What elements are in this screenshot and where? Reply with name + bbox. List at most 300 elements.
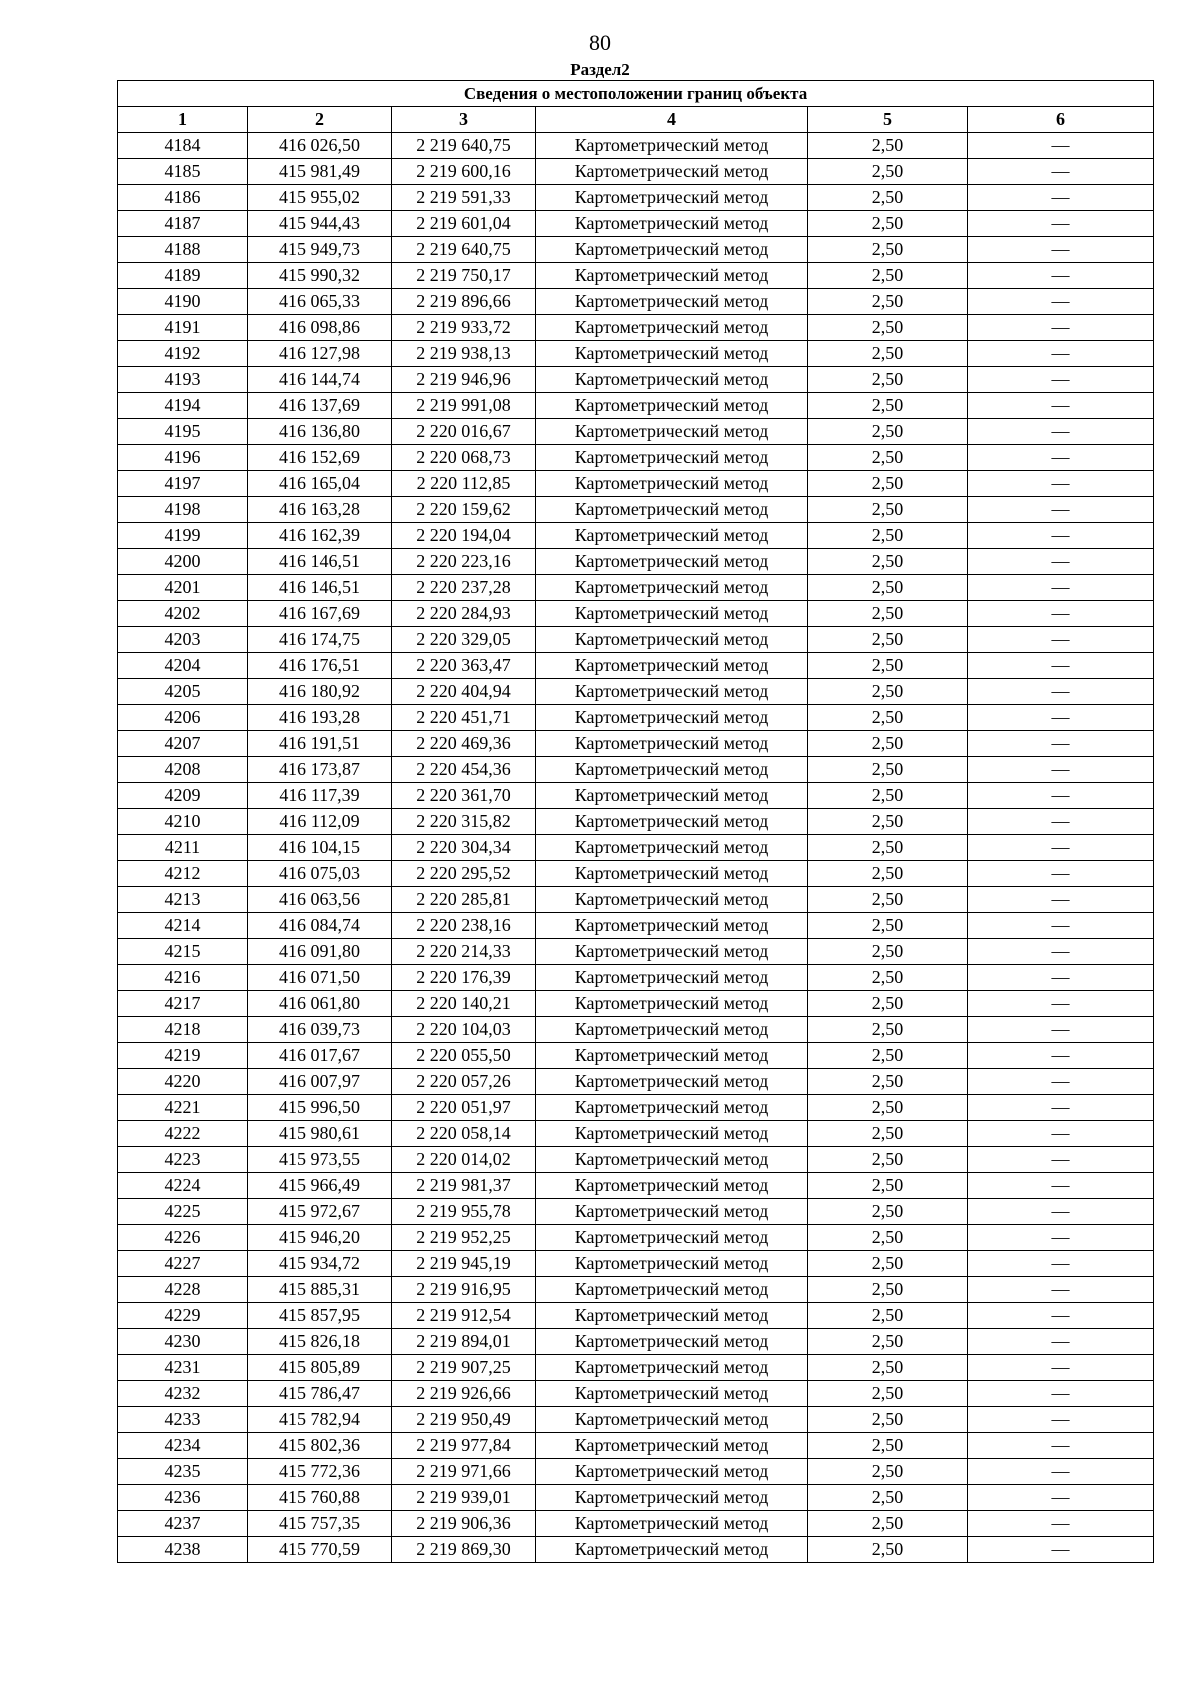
x-coordinate-cell: 415 981,49 <box>248 159 392 185</box>
x-coordinate-cell: 415 826,18 <box>248 1329 392 1355</box>
point-number-cell: 4231 <box>118 1355 248 1381</box>
table-row <box>118 471 1154 497</box>
table-row <box>118 1017 1154 1043</box>
accuracy-cell: 2,50 <box>808 419 968 445</box>
point-number-cell: 4228 <box>118 1277 248 1303</box>
description-cell: — <box>968 1485 1154 1511</box>
method-cell: Картометрический метод <box>536 653 808 679</box>
description-cell: — <box>968 1173 1154 1199</box>
accuracy-cell: 2,50 <box>808 965 968 991</box>
x-coordinate-cell: 416 146,51 <box>248 575 392 601</box>
description-cell: — <box>968 367 1154 393</box>
x-coordinate-cell: 415 980,61 <box>248 1121 392 1147</box>
method-cell: Картометрический метод <box>536 627 808 653</box>
y-coordinate-cell: 2 220 214,33 <box>392 939 536 965</box>
table-row <box>118 1303 1154 1329</box>
point-number-cell: 4192 <box>118 341 248 367</box>
table-row <box>118 679 1154 705</box>
description-cell: — <box>968 1355 1154 1381</box>
y-coordinate-cell: 2 219 938,13 <box>392 341 536 367</box>
description-cell: — <box>968 315 1154 341</box>
accuracy-cell: 2,50 <box>808 289 968 315</box>
accuracy-cell: 2,50 <box>808 1485 968 1511</box>
y-coordinate-cell: 2 220 285,81 <box>392 887 536 913</box>
accuracy-cell: 2,50 <box>808 1199 968 1225</box>
x-coordinate-cell: 415 772,36 <box>248 1459 392 1485</box>
method-cell: Картометрический метод <box>536 341 808 367</box>
x-coordinate-cell: 416 065,33 <box>248 289 392 315</box>
method-cell: Картометрический метод <box>536 939 808 965</box>
y-coordinate-cell: 2 220 315,82 <box>392 809 536 835</box>
accuracy-cell: 2,50 <box>808 1147 968 1173</box>
method-cell: Картометрический метод <box>536 523 808 549</box>
point-number-cell: 4215 <box>118 939 248 965</box>
accuracy-cell: 2,50 <box>808 341 968 367</box>
y-coordinate-cell: 2 219 991,08 <box>392 393 536 419</box>
x-coordinate-cell: 416 039,73 <box>248 1017 392 1043</box>
table-row <box>118 705 1154 731</box>
table-row <box>118 991 1154 1017</box>
table-row <box>118 445 1154 471</box>
accuracy-cell: 2,50 <box>808 601 968 627</box>
table-row <box>118 263 1154 289</box>
method-cell: Картометрический метод <box>536 1277 808 1303</box>
table-row <box>118 601 1154 627</box>
table-row <box>118 627 1154 653</box>
method-cell: Картометрический метод <box>536 679 808 705</box>
description-cell: — <box>968 1303 1154 1329</box>
description-cell: — <box>968 1017 1154 1043</box>
method-cell: Картометрический метод <box>536 497 808 523</box>
table-row <box>118 1329 1154 1355</box>
y-coordinate-cell: 2 220 469,36 <box>392 731 536 757</box>
point-number-cell: 4201 <box>118 575 248 601</box>
x-coordinate-cell: 415 857,95 <box>248 1303 392 1329</box>
table-row <box>118 237 1154 263</box>
description-cell: — <box>968 601 1154 627</box>
x-coordinate-cell: 416 180,92 <box>248 679 392 705</box>
y-coordinate-cell: 2 220 361,70 <box>392 783 536 809</box>
x-coordinate-cell: 415 802,36 <box>248 1433 392 1459</box>
y-coordinate-cell: 2 219 933,72 <box>392 315 536 341</box>
accuracy-cell: 2,50 <box>808 393 968 419</box>
point-number-cell: 4211 <box>118 835 248 861</box>
y-coordinate-cell: 2 219 907,25 <box>392 1355 536 1381</box>
y-coordinate-cell: 2 220 016,67 <box>392 419 536 445</box>
method-cell: Картометрический метод <box>536 445 808 471</box>
method-cell: Картометрический метод <box>536 1095 808 1121</box>
x-coordinate-cell: 415 996,50 <box>248 1095 392 1121</box>
accuracy-cell: 2,50 <box>808 1511 968 1537</box>
method-cell: Картометрический метод <box>536 705 808 731</box>
description-cell: — <box>968 185 1154 211</box>
table-row <box>118 315 1154 341</box>
y-coordinate-cell: 2 220 051,97 <box>392 1095 536 1121</box>
point-number-cell: 4190 <box>118 289 248 315</box>
description-cell: — <box>968 1329 1154 1355</box>
table-row <box>118 835 1154 861</box>
table-row <box>118 185 1154 211</box>
accuracy-cell: 2,50 <box>808 133 968 159</box>
method-cell: Картометрический метод <box>536 1407 808 1433</box>
accuracy-cell: 2,50 <box>808 1017 968 1043</box>
x-coordinate-cell: 415 973,55 <box>248 1147 392 1173</box>
column-header: 6 <box>968 107 1154 133</box>
method-cell: Картометрический метод <box>536 783 808 809</box>
point-number-cell: 4214 <box>118 913 248 939</box>
table-row <box>118 1485 1154 1511</box>
description-cell: — <box>968 497 1154 523</box>
method-cell: Картометрический метод <box>536 1199 808 1225</box>
accuracy-cell: 2,50 <box>808 1173 968 1199</box>
description-cell: — <box>968 1459 1154 1485</box>
y-coordinate-cell: 2 220 014,02 <box>392 1147 536 1173</box>
table-row <box>118 1199 1154 1225</box>
x-coordinate-cell: 416 075,03 <box>248 861 392 887</box>
table-title: Сведения о местоположении границ объекта <box>118 81 1154 107</box>
x-coordinate-cell: 415 782,94 <box>248 1407 392 1433</box>
description-cell: — <box>968 965 1154 991</box>
method-cell: Картометрический метод <box>536 185 808 211</box>
x-coordinate-cell: 416 071,50 <box>248 965 392 991</box>
y-coordinate-cell: 2 219 906,36 <box>392 1511 536 1537</box>
table-row <box>118 809 1154 835</box>
point-number-cell: 4212 <box>118 861 248 887</box>
section-title: Раздел2 <box>570 60 630 79</box>
y-coordinate-cell: 2 219 977,84 <box>392 1433 536 1459</box>
accuracy-cell: 2,50 <box>808 1251 968 1277</box>
y-coordinate-cell: 2 220 223,16 <box>392 549 536 575</box>
accuracy-cell: 2,50 <box>808 887 968 913</box>
point-number-cell: 4217 <box>118 991 248 1017</box>
column-header: 1 <box>118 107 248 133</box>
point-number-cell: 4208 <box>118 757 248 783</box>
point-number-cell: 4224 <box>118 1173 248 1199</box>
x-coordinate-cell: 416 191,51 <box>248 731 392 757</box>
description-cell: — <box>968 913 1154 939</box>
x-coordinate-cell: 415 805,89 <box>248 1355 392 1381</box>
table-row <box>118 757 1154 783</box>
accuracy-cell: 2,50 <box>808 471 968 497</box>
accuracy-cell: 2,50 <box>808 861 968 887</box>
method-cell: Картометрический метод <box>536 1043 808 1069</box>
y-coordinate-cell: 2 220 329,05 <box>392 627 536 653</box>
y-coordinate-cell: 2 220 176,39 <box>392 965 536 991</box>
y-coordinate-cell: 2 219 896,66 <box>392 289 536 315</box>
description-cell: — <box>968 471 1154 497</box>
description-cell: — <box>968 783 1154 809</box>
point-number-cell: 4187 <box>118 211 248 237</box>
table-row <box>118 1381 1154 1407</box>
accuracy-cell: 2,50 <box>808 1433 968 1459</box>
x-coordinate-cell: 415 966,49 <box>248 1173 392 1199</box>
table-row <box>118 523 1154 549</box>
description-cell: — <box>968 393 1154 419</box>
description-cell: — <box>968 211 1154 237</box>
x-coordinate-cell: 415 946,20 <box>248 1225 392 1251</box>
description-cell: — <box>968 1537 1154 1563</box>
method-cell: Картометрический метод <box>536 1225 808 1251</box>
description-cell: — <box>968 133 1154 159</box>
point-number-cell: 4236 <box>118 1485 248 1511</box>
x-coordinate-cell: 416 098,86 <box>248 315 392 341</box>
y-coordinate-cell: 2 220 304,34 <box>392 835 536 861</box>
x-coordinate-cell: 416 112,09 <box>248 809 392 835</box>
method-cell: Картометрический метод <box>536 965 808 991</box>
x-coordinate-cell: 415 949,73 <box>248 237 392 263</box>
y-coordinate-cell: 2 220 454,36 <box>392 757 536 783</box>
table-row <box>118 731 1154 757</box>
table-header <box>118 81 1154 133</box>
description-cell: — <box>968 627 1154 653</box>
table-row <box>118 783 1154 809</box>
point-number-cell: 4206 <box>118 705 248 731</box>
method-cell: Картометрический метод <box>536 1511 808 1537</box>
column-header: 5 <box>808 107 968 133</box>
description-cell: — <box>968 939 1154 965</box>
accuracy-cell: 2,50 <box>808 627 968 653</box>
description-cell: — <box>968 861 1154 887</box>
method-cell: Картометрический метод <box>536 1017 808 1043</box>
description-cell: — <box>968 653 1154 679</box>
point-number-cell: 4197 <box>118 471 248 497</box>
accuracy-cell: 2,50 <box>808 679 968 705</box>
x-coordinate-cell: 416 117,39 <box>248 783 392 809</box>
x-coordinate-cell: 415 955,02 <box>248 185 392 211</box>
accuracy-cell: 2,50 <box>808 835 968 861</box>
method-cell: Картометрический метод <box>536 731 808 757</box>
accuracy-cell: 2,50 <box>808 1459 968 1485</box>
y-coordinate-cell: 2 220 451,71 <box>392 705 536 731</box>
description-cell: — <box>968 549 1154 575</box>
method-cell: Картометрический метод <box>536 1485 808 1511</box>
accuracy-cell: 2,50 <box>808 1095 968 1121</box>
y-coordinate-cell: 2 220 404,94 <box>392 679 536 705</box>
x-coordinate-cell: 415 944,43 <box>248 211 392 237</box>
method-cell: Картометрический метод <box>536 471 808 497</box>
description-cell: — <box>968 237 1154 263</box>
point-number-cell: 4234 <box>118 1433 248 1459</box>
description-cell: — <box>968 1251 1154 1277</box>
table-row <box>118 965 1154 991</box>
y-coordinate-cell: 2 219 939,01 <box>392 1485 536 1511</box>
y-coordinate-cell: 2 219 894,01 <box>392 1329 536 1355</box>
accuracy-cell: 2,50 <box>808 653 968 679</box>
x-coordinate-cell: 416 026,50 <box>248 133 392 159</box>
table-row <box>118 419 1154 445</box>
point-number-cell: 4195 <box>118 419 248 445</box>
point-number-cell: 4203 <box>118 627 248 653</box>
table-row <box>118 549 1154 575</box>
description-cell: — <box>968 1043 1154 1069</box>
description-cell: — <box>968 835 1154 861</box>
method-cell: Картометрический метод <box>536 133 808 159</box>
accuracy-cell: 2,50 <box>808 1043 968 1069</box>
description-cell: — <box>968 1095 1154 1121</box>
table-row <box>118 913 1154 939</box>
y-coordinate-cell: 2 219 971,66 <box>392 1459 536 1485</box>
x-coordinate-cell: 416 104,15 <box>248 835 392 861</box>
method-cell: Картометрический метод <box>536 237 808 263</box>
method-cell: Картометрический метод <box>536 575 808 601</box>
accuracy-cell: 2,50 <box>808 809 968 835</box>
x-coordinate-cell: 415 972,67 <box>248 1199 392 1225</box>
y-coordinate-cell: 2 219 952,25 <box>392 1225 536 1251</box>
method-cell: Картометрический метод <box>536 263 808 289</box>
table-row <box>118 887 1154 913</box>
table-row <box>118 1355 1154 1381</box>
column-number-row <box>118 107 1154 133</box>
point-number-cell: 4216 <box>118 965 248 991</box>
x-coordinate-cell: 416 174,75 <box>248 627 392 653</box>
method-cell: Картометрический метод <box>536 601 808 627</box>
point-number-cell: 4223 <box>118 1147 248 1173</box>
point-number-cell: 4205 <box>118 679 248 705</box>
x-coordinate-cell: 416 163,28 <box>248 497 392 523</box>
accuracy-cell: 2,50 <box>808 1355 968 1381</box>
method-cell: Картометрический метод <box>536 549 808 575</box>
table-row <box>118 1407 1154 1433</box>
method-cell: Картометрический метод <box>536 159 808 185</box>
table-row <box>118 1147 1154 1173</box>
y-coordinate-cell: 2 220 055,50 <box>392 1043 536 1069</box>
method-cell: Картометрический метод <box>536 1251 808 1277</box>
point-number-cell: 4200 <box>118 549 248 575</box>
y-coordinate-cell: 2 219 912,54 <box>392 1303 536 1329</box>
description-cell: — <box>968 757 1154 783</box>
table-row <box>118 1537 1154 1563</box>
y-coordinate-cell: 2 219 640,75 <box>392 237 536 263</box>
y-coordinate-cell: 2 220 295,52 <box>392 861 536 887</box>
table-row <box>118 1251 1154 1277</box>
accuracy-cell: 2,50 <box>808 549 968 575</box>
x-coordinate-cell: 416 162,39 <box>248 523 392 549</box>
x-coordinate-cell: 416 063,56 <box>248 887 392 913</box>
table-row <box>118 133 1154 159</box>
table-row <box>118 393 1154 419</box>
point-number-cell: 4210 <box>118 809 248 835</box>
accuracy-cell: 2,50 <box>808 991 968 1017</box>
table-row <box>118 1277 1154 1303</box>
x-coordinate-cell: 415 934,72 <box>248 1251 392 1277</box>
y-coordinate-cell: 2 220 057,26 <box>392 1069 536 1095</box>
y-coordinate-cell: 2 220 140,21 <box>392 991 536 1017</box>
point-number-cell: 4193 <box>118 367 248 393</box>
x-coordinate-cell: 415 990,32 <box>248 263 392 289</box>
y-coordinate-cell: 2 220 363,47 <box>392 653 536 679</box>
point-number-cell: 4225 <box>118 1199 248 1225</box>
table-row <box>118 575 1154 601</box>
y-coordinate-cell: 2 220 237,28 <box>392 575 536 601</box>
x-coordinate-cell: 416 167,69 <box>248 601 392 627</box>
description-cell: — <box>968 1199 1154 1225</box>
point-number-cell: 4196 <box>118 445 248 471</box>
point-number-cell: 4199 <box>118 523 248 549</box>
accuracy-cell: 2,50 <box>808 315 968 341</box>
accuracy-cell: 2,50 <box>808 1537 968 1563</box>
description-cell: — <box>968 1225 1154 1251</box>
description-cell: — <box>968 1381 1154 1407</box>
description-cell: — <box>968 289 1154 315</box>
point-number-cell: 4230 <box>118 1329 248 1355</box>
x-coordinate-cell: 415 885,31 <box>248 1277 392 1303</box>
table-row <box>118 1095 1154 1121</box>
y-coordinate-cell: 2 220 112,85 <box>392 471 536 497</box>
x-coordinate-cell: 415 757,35 <box>248 1511 392 1537</box>
accuracy-cell: 2,50 <box>808 185 968 211</box>
accuracy-cell: 2,50 <box>808 1225 968 1251</box>
method-cell: Картометрический метод <box>536 1433 808 1459</box>
description-cell: — <box>968 1147 1154 1173</box>
table-row <box>118 159 1154 185</box>
point-number-cell: 4227 <box>118 1251 248 1277</box>
x-coordinate-cell: 416 084,74 <box>248 913 392 939</box>
point-number-cell: 4213 <box>118 887 248 913</box>
accuracy-cell: 2,50 <box>808 575 968 601</box>
point-number-cell: 4202 <box>118 601 248 627</box>
method-cell: Картометрический метод <box>536 393 808 419</box>
method-cell: Картометрический метод <box>536 315 808 341</box>
method-cell: Картометрический метод <box>536 887 808 913</box>
table-title-row <box>118 81 1154 107</box>
method-cell: Картометрический метод <box>536 991 808 1017</box>
table-row <box>118 1225 1154 1251</box>
description-cell: — <box>968 159 1154 185</box>
y-coordinate-cell: 2 219 955,78 <box>392 1199 536 1225</box>
point-number-cell: 4235 <box>118 1459 248 1485</box>
column-header: 4 <box>536 107 808 133</box>
point-number-cell: 4194 <box>118 393 248 419</box>
y-coordinate-cell: 2 219 750,17 <box>392 263 536 289</box>
method-cell: Картометрический метод <box>536 1329 808 1355</box>
table-row <box>118 1173 1154 1199</box>
accuracy-cell: 2,50 <box>808 1069 968 1095</box>
accuracy-cell: 2,50 <box>808 1303 968 1329</box>
x-coordinate-cell: 416 144,74 <box>248 367 392 393</box>
method-cell: Картометрический метод <box>536 1069 808 1095</box>
x-coordinate-cell: 416 061,80 <box>248 991 392 1017</box>
x-coordinate-cell: 416 193,28 <box>248 705 392 731</box>
point-number-cell: 4184 <box>118 133 248 159</box>
y-coordinate-cell: 2 220 068,73 <box>392 445 536 471</box>
description-cell: — <box>968 705 1154 731</box>
y-coordinate-cell: 2 219 945,19 <box>392 1251 536 1277</box>
y-coordinate-cell: 2 219 601,04 <box>392 211 536 237</box>
accuracy-cell: 2,50 <box>808 1121 968 1147</box>
y-coordinate-cell: 2 220 284,93 <box>392 601 536 627</box>
y-coordinate-cell: 2 220 238,16 <box>392 913 536 939</box>
description-cell: — <box>968 991 1154 1017</box>
x-coordinate-cell: 416 137,69 <box>248 393 392 419</box>
y-coordinate-cell: 2 219 981,37 <box>392 1173 536 1199</box>
table-row <box>118 653 1154 679</box>
point-number-cell: 4207 <box>118 731 248 757</box>
point-number-cell: 4226 <box>118 1225 248 1251</box>
description-cell: — <box>968 445 1154 471</box>
point-number-cell: 4186 <box>118 185 248 211</box>
point-number-cell: 4220 <box>118 1069 248 1095</box>
accuracy-cell: 2,50 <box>808 445 968 471</box>
method-cell: Картометрический метод <box>536 289 808 315</box>
accuracy-cell: 2,50 <box>808 211 968 237</box>
x-coordinate-cell: 416 152,69 <box>248 445 392 471</box>
x-coordinate-cell: 415 770,59 <box>248 1537 392 1563</box>
table-row <box>118 497 1154 523</box>
accuracy-cell: 2,50 <box>808 757 968 783</box>
description-cell: — <box>968 1433 1154 1459</box>
method-cell: Картометрический метод <box>536 809 808 835</box>
description-cell: — <box>968 341 1154 367</box>
